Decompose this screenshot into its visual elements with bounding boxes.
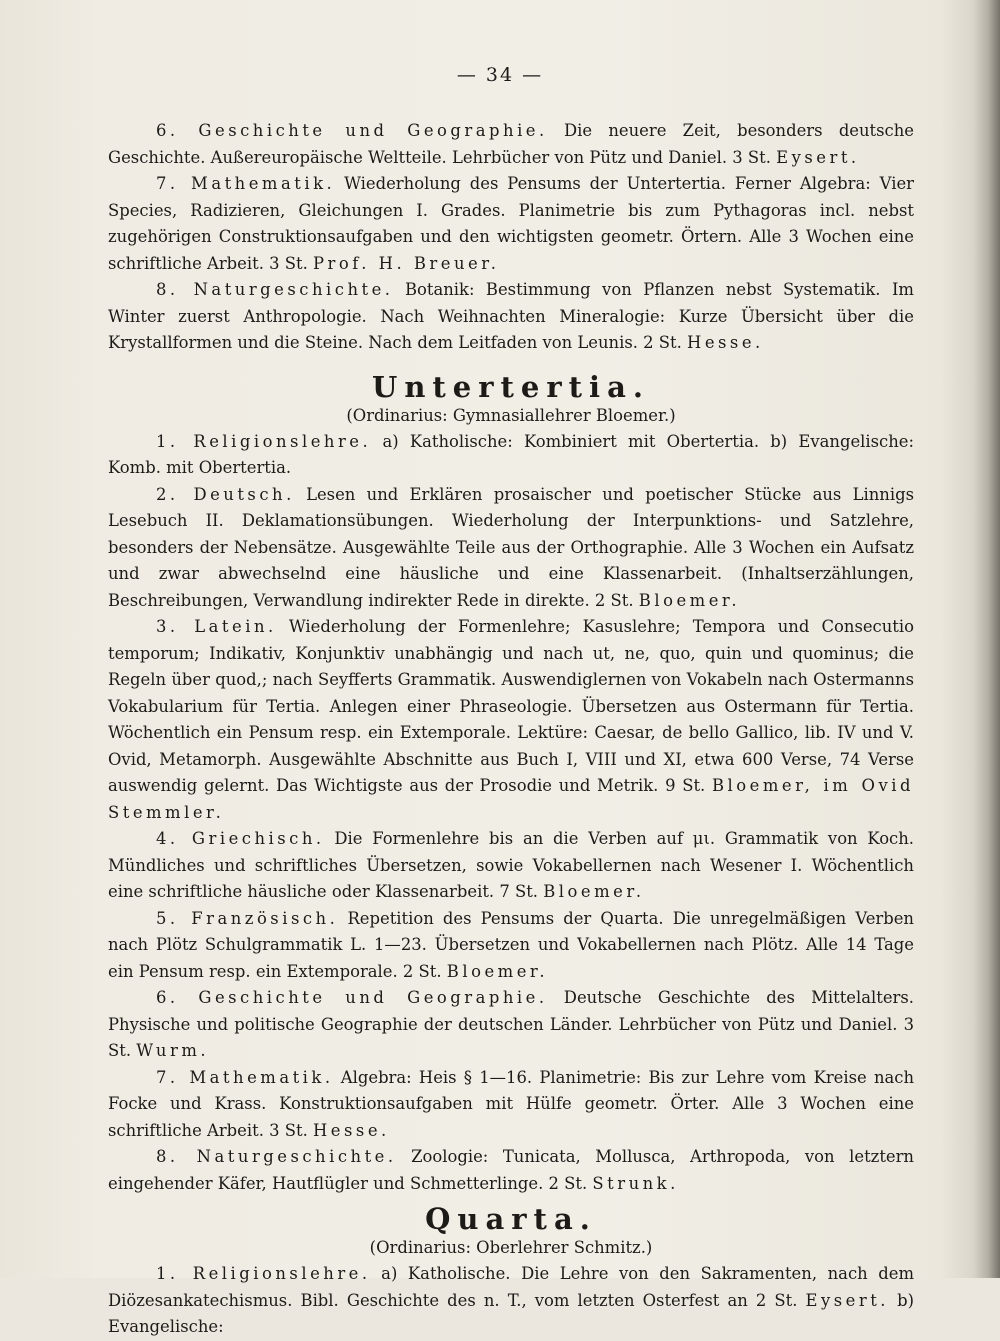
subject-text: Algebra: Heis § 1—16. Planimetrie: Bis zur Lehre vom Kreise nach Focke und Krass. Konstruktionsaufgaben mit Hülfe geometr. Örter. Alle 3 Wochen eine schriftliche Arbeit. 3 St. <box>108 1067 915 1140</box>
quarta-section <box>108 1203 914 1341</box>
subject-heading: 7. Mathematik. <box>156 1067 334 1087</box>
subject-heading: 1. Religionslehre. <box>156 431 372 451</box>
page-body <box>108 118 914 1341</box>
subject-heading: 7. Mathematik. <box>156 174 336 193</box>
list-item <box>108 482 914 615</box>
page-number: — 34 — <box>456 64 544 86</box>
teacher-name: Wurm. <box>136 1041 210 1060</box>
subject-text: Wiederholung des Pensums der Untertertia. Ferner Algebra: Vier Species, Radizieren, Gleichungen I. Grades. Planimetrie bis zum Pythagoras incl. nebst zugehörigen Construktionsaufgaben und den wichtigsten geometr. Örtern. Alle 3 Wochen eine schriftliche Arbeit. 3 St. <box>108 174 915 273</box>
subject-text: Lesen und Erklären prosaischer und poetischer Stücke aus Linnigs Lesebuch II. Deklamationsübungen. Wiederholung der Interpunktions- und Satzlehre, besonders der Nebensätze. Ausgewählte Teile aus der Orthographie. Alle 3 Wochen ein Aufsatz und zwar abwechselnd eine häusliche und eine Klassenarbeit. (Inhaltserzählungen, Beschreibungen, Verwandlung indirekter Rede in direkte. 2 St. <box>108 484 914 610</box>
subject-text: Botanik: Bestimmung von Pflanzen nebst Systematik. Im Winter zuerst Anthropologie. Nach Weihnachten Mineralogie: Kurze Übersicht über die Krystallformen und die Steine. Nach dem Leitfaden von Leunis. 2 St. <box>108 280 914 352</box>
list-item <box>108 826 914 906</box>
teacher-name: Hesse. <box>313 1120 390 1140</box>
teacher-name: Eysert. <box>805 1290 890 1310</box>
ordinarius-line: (Ordinarius: Oberlehrer Schmitz.) <box>369 1238 653 1257</box>
subject-text: Die neuere Zeit, besonders deutsche Geschichte. Außereuropäische Weltteile. Lehrbücher von Pütz und Daniel. 3 St. <box>108 121 914 167</box>
list-item <box>108 985 914 1065</box>
subject-heading: 5. Französisch. <box>156 908 339 928</box>
teacher-name: Bloemer. <box>543 882 645 901</box>
list-item <box>108 277 914 357</box>
list-item <box>108 1261 914 1341</box>
subject-text: a) Katholische: Kombiniert mit Obertertia. b) Evangelische: Komb. mit Obertertia. <box>108 431 914 477</box>
subject-heading: 6. Geschichte und Geographie. <box>156 121 548 140</box>
subject-heading: 4. Griechisch. <box>156 829 325 848</box>
teacher-name: Eysert. <box>776 147 860 167</box>
subject-text-continued: b) Evangelische: <box>108 1290 914 1336</box>
untertertia-section <box>108 357 914 1198</box>
subject-text: a) Katholische. Die Lehre von den Sakramenten, nach dem Diözesankatechismus. Bibl. Geschichte des n. T., vom letzten Osterfest an 2 St. <box>108 1264 915 1310</box>
section-title: Quarta. <box>425 1202 597 1236</box>
subject-heading: 6. Geschichte und Geographie. <box>156 988 548 1007</box>
list-item <box>108 614 914 826</box>
list-item <box>108 171 914 277</box>
subject-heading: 1. Religionslehre. <box>156 1264 371 1283</box>
subject-text: Die Formenlehre bis an die Verben auf μι. Grammatik von Koch. Mündliches und schriftliches Übersetzen, sowie Vokabellernen nach Wesener I. Wöchentlich eine schriftliche häusliche oder Klassenarbeit. 7 St. <box>108 829 915 901</box>
teacher-name: Bloemer. <box>446 961 549 981</box>
subject-heading: 8. Naturgeschichte. <box>156 280 394 299</box>
subject-text: Deutsche Geschichte des Mittelalters. Physische und politische Geographie der deutschen Länder. Lehrbücher von Pütz und Daniel. 3 St. <box>108 988 914 1060</box>
teacher-name: Prof. H. Breuer. <box>313 253 500 273</box>
list-item <box>108 1144 914 1197</box>
list-item <box>108 906 914 986</box>
subject-text: Zoologie: Tunicata, Mollusca, Arthropoda, von letztern eingehender Käfer, Hautflügler und Schmetterlinge. 2 St. <box>108 1147 914 1193</box>
subject-text: Repetition des Pensums der Quarta. Die unregelmäßigen Verben nach Plötz Schulgrammatik L. 1—23. Übersetzen und Vokabellernen nach Plötz. Alle 14 Tage ein Pensum resp. ein Extemporale. 2 St. <box>108 908 914 981</box>
list-item <box>108 118 914 171</box>
subject-heading: 8. Naturgeschichte. <box>156 1147 397 1166</box>
subject-heading: 3. Latein. <box>156 617 277 636</box>
teacher-name: Bloemer. <box>638 590 741 610</box>
list-item <box>108 429 914 482</box>
teacher-name: Bloemer, im Ovid Stemmler. <box>108 776 914 822</box>
list-item <box>108 1065 914 1145</box>
subject-text: Wiederholung der Formenlehre; Kasuslehre; Tempora und Consecutio temporum; Indikativ, Konjunktiv unabhängig und nach ut, ne, quo, quin und quominus; die Regeln über quod,; nach Seyfferts Grammatik. Auswendiglernen von Vokabeln nach Ostermanns Vokabularium für Tertia. Anlegen einer Phraseologie. Übersetzen aus Ostermann für Tertia. Wöchentlich ein Pensum resp. ein Extemporale. Lektüre: Caesar, de bello Gallico, lib. IV und V. Ovid, Metamorph. Ausgewählte Abschnitte aus Buch I, VIII und XI, etwa 600 Verse, 74 Verse auswendig gelernt. Das Wichtigste aus der Prosodie und Metrik. 9 St. <box>108 617 914 795</box>
section-title: Untertertia. <box>372 369 650 404</box>
ordinarius-line: (Ordinarius: Gymnasiallehrer Bloemer.) <box>346 405 676 425</box>
obertertia-continued <box>108 118 914 357</box>
teacher-name: Strunk. <box>592 1173 679 1193</box>
subject-heading: 2. Deutsch. <box>156 484 295 504</box>
teacher-name: Hesse. <box>687 333 764 352</box>
